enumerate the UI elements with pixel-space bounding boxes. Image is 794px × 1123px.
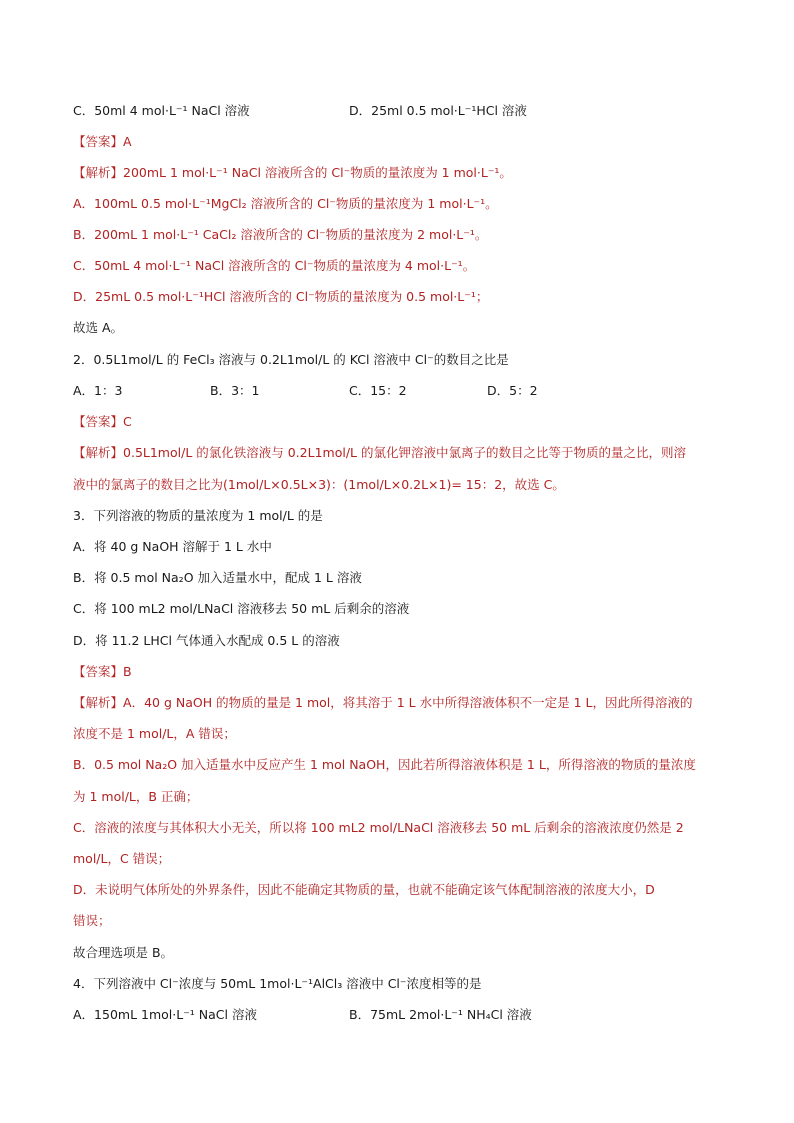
q3-analysis-d-line1: D．未说明气体所处的外界条件，因此不能确定其物质的量，也就不能确定该气体配制溶液的浓度大小，D: [73, 882, 655, 897]
q3-analysis-a-line2: 浓度不是 1 mol/L，A 错误；: [73, 726, 236, 741]
q2-options: [73, 382, 734, 399]
q3-answer: [73, 663, 734, 680]
answer-label: 【答案】: [73, 664, 124, 679]
answer-value: B: [123, 664, 132, 679]
q1-options-cd: [73, 102, 734, 119]
q4-options: [73, 1006, 734, 1023]
q2-stem: 2．0.5L1mol/L 的 FeCl₃ 溶液与 0.2L1mol/L 的 KCl 溶液中 Cl⁻的数目之比是: [73, 352, 509, 367]
q2-option-b: B．3：1: [210, 383, 260, 398]
q1-analysis-a: A．100mL 0.5 mol·L⁻¹MgCl₂ 溶液所含的 Cl⁻物质的量浓度为 1 mol·L⁻¹。: [73, 196, 498, 211]
q1-option-c: C．50ml 4 mol·L⁻¹ NaCl 溶液: [73, 103, 250, 118]
q2-option-a: A．1：3: [73, 383, 123, 398]
q2-answer: [73, 413, 734, 430]
q4-option-a: A．150mL 1mol·L⁻¹ NaCl 溶液: [73, 1007, 257, 1022]
q1-analysis: [73, 164, 734, 181]
q4-stem: 4．下列溶液中 Cl⁻浓度与 50mL 1mol·L⁻¹AlCl₃ 溶液中 Cl⁻浓度相等的是: [73, 976, 482, 991]
analysis-text: 0.5L1mol/L 的氯化铁溶液与 0.2L1mol/L 的氯化钾溶液中氯离子的数目之比等于物质的量之比，则溶: [123, 445, 686, 460]
q3-analysis-c-line2: mol/L，C 错误；: [73, 851, 171, 866]
q2-analysis-line1: [73, 444, 734, 461]
analysis-label: 【解析】: [73, 695, 124, 710]
q2-option-d: D．5：2: [487, 383, 538, 398]
q3-conclusion: 故合理选项是 B。: [73, 945, 174, 960]
q1-conclusion: 故选 A。: [73, 320, 124, 335]
analysis-label: 【解析】: [73, 165, 124, 180]
q3-analysis-b-line1: B．0.5 mol Na₂O 加入适量水中反应产生 1 mol NaOH，因此若所得溶液体积是 1 L，所得溶液的物质的量浓度: [73, 757, 696, 772]
q3-option-a: A．将 40 g NaOH 溶解于 1 L 水中: [73, 539, 272, 554]
q3-analysis-a-line1: [73, 694, 734, 711]
q1-answer: [73, 133, 734, 150]
q3-analysis-c-line1: C．溶液的浓度与其体积大小无关，所以将 100 mL2 mol/LNaCl 溶液移去 50 mL 后剩余的溶液浓度仍然是 2: [73, 820, 684, 835]
q3-option-c: C．将 100 mL2 mol/LNaCl 溶液移去 50 mL 后剩余的溶液: [73, 601, 410, 616]
answer-label: 【答案】: [73, 134, 124, 149]
q3-option-d: D．将 11.2 LHCl 气体通入水配成 0.5 L 的溶液: [73, 633, 340, 648]
q3-analysis-b-line2: 为 1 mol/L，B 正确；: [73, 789, 199, 804]
answer-label: 【答案】: [73, 414, 124, 429]
q3-analysis-d-line2: 错误；: [73, 913, 111, 928]
analysis-text: A．40 g NaOH 的物质的量是 1 mol，将其溶于 1 L 水中所得溶液体积不一定是 1 L，因此所得溶液的: [123, 695, 693, 710]
q1-analysis-b: B．200mL 1 mol·L⁻¹ CaCl₂ 溶液所含的 Cl⁻物质的量浓度为 2 mol·L⁻¹。: [73, 227, 488, 242]
q3-stem: 3．下列溶液的物质的量浓度为 1 mol/L 的是: [73, 508, 323, 523]
q1-analysis-c: C．50mL 4 mol·L⁻¹ NaCl 溶液所含的 Cl⁻物质的量浓度为 4 mol·L⁻¹。: [73, 258, 476, 273]
q3-option-b: B．将 0.5 mol Na₂O 加入适量水中，配成 1 L 溶液: [73, 570, 362, 585]
answer-value: A: [123, 134, 132, 149]
answer-value: C: [123, 414, 132, 429]
q1-option-d: D．25ml 0.5 mol·L⁻¹HCl 溶液: [349, 103, 527, 118]
q4-option-b: B．75mL 2mol·L⁻¹ NH₄Cl 溶液: [349, 1007, 532, 1022]
analysis-text: 200mL 1 mol·L⁻¹ NaCl 溶液所含的 Cl⁻物质的量浓度为 1 mol·L⁻¹。: [123, 165, 512, 180]
q2-analysis-line2: 液中的氯离子的数目之比为(1mol/L×0.5L×3)：(1mol/L×0.2L×1)= 15：2，故选 C。: [73, 477, 565, 492]
q2-option-c: C．15：2: [349, 383, 407, 398]
analysis-label: 【解析】: [73, 445, 124, 460]
q1-analysis-d: D．25mL 0.5 mol·L⁻¹HCl 溶液所含的 Cl⁻物质的量浓度为 0.5 mol·L⁻¹；: [73, 289, 489, 304]
